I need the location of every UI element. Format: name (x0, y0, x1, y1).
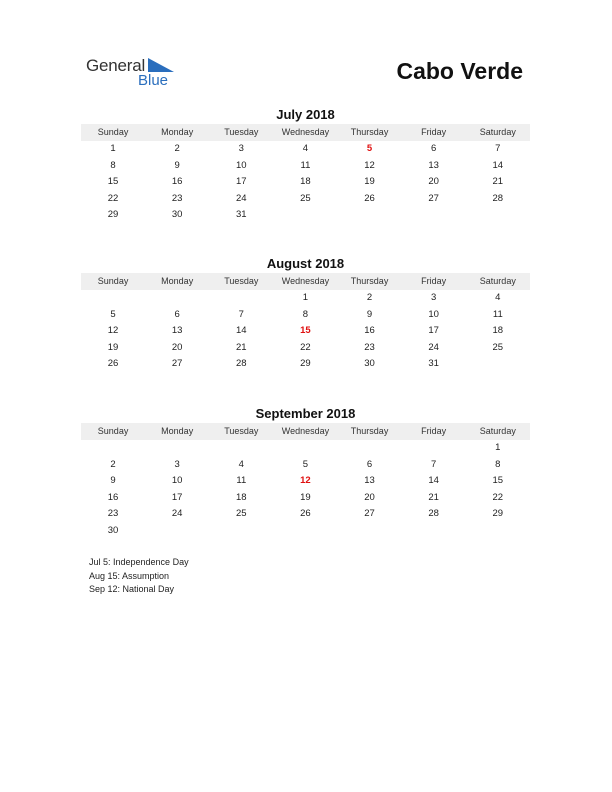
holiday-note: Aug 15: Assumption (89, 570, 170, 581)
day-cell: 27 (428, 192, 439, 204)
day-cell: 8 (495, 458, 501, 470)
day-cell: 2 (110, 458, 116, 470)
day-cell: 17 (236, 176, 247, 188)
day-cell: 24 (236, 192, 247, 204)
day-cell: 27 (364, 508, 375, 520)
empty-day-cell (145, 290, 209, 307)
day-cell: 11 (236, 475, 247, 487)
empty-day-cell (145, 440, 209, 457)
generalblue-logo (86, 56, 186, 92)
weekday-label: Saturday (479, 127, 516, 137)
month-grid (81, 290, 530, 373)
empty-day-cell (145, 523, 209, 540)
day-cell: 14 (236, 325, 247, 337)
month-title: July 2018 (276, 107, 335, 122)
weekday-label: Saturday (479, 276, 516, 286)
weekday-label: Saturday (479, 426, 516, 436)
week-row (81, 490, 530, 507)
day-cell: 8 (302, 308, 309, 320)
week-row (81, 457, 530, 474)
day-cell: 20 (364, 491, 375, 503)
day-cell: 28 (428, 508, 439, 520)
day-cell: 6 (174, 308, 180, 320)
month-grid (81, 440, 530, 540)
day-cell: 18 (492, 325, 504, 337)
holiday-note: Jul 5: Independence Day (89, 557, 189, 567)
day-cell: 7 (431, 458, 437, 470)
day-cell: 31 (428, 358, 439, 370)
weekday-label: Monday (161, 276, 194, 286)
week-row (81, 191, 530, 208)
empty-day-cell (273, 440, 337, 457)
day-cell: 26 (300, 508, 311, 520)
empty-day-cell (402, 523, 466, 540)
day-cell: 16 (171, 176, 183, 188)
day-cell: 11 (300, 159, 311, 171)
day-cell: 11 (492, 308, 503, 320)
week-row (81, 473, 530, 490)
day-cell: 4 (495, 292, 501, 303)
day-cell: 13 (428, 159, 439, 171)
weekday-label: Friday (421, 276, 447, 286)
empty-day-cell (209, 440, 273, 457)
day-cell: 1 (302, 292, 309, 303)
day-cell: 13 (364, 475, 375, 487)
week-row (81, 174, 530, 191)
day-cell: 7 (238, 308, 244, 320)
week-row (81, 207, 530, 224)
day-cell: 12 (107, 325, 119, 337)
day-cell: 28 (236, 358, 247, 370)
logo-text-general: General (86, 56, 146, 75)
day-cell: 3 (238, 143, 244, 154)
day-cell: 9 (174, 159, 180, 171)
week-row (81, 440, 530, 457)
day-cell: 1 (110, 143, 116, 154)
empty-day-cell (273, 523, 337, 540)
day-cell: 16 (107, 491, 119, 503)
day-cell: 29 (300, 358, 311, 370)
day-cell: 24 (428, 341, 439, 353)
week-row (81, 356, 530, 373)
weekday-label: Thursday (350, 276, 389, 286)
holiday-day-cell: 12 (300, 475, 311, 487)
empty-day-cell (402, 207, 466, 224)
logo-text-blue: Blue (138, 72, 169, 89)
day-cell: 21 (492, 176, 504, 188)
logo-triangle-icon (148, 58, 174, 72)
day-cell: 2 (366, 292, 373, 303)
weekday-header (81, 273, 530, 290)
empty-day-cell (81, 290, 145, 307)
weekday-label: Friday (421, 426, 447, 436)
day-cell: 20 (428, 176, 439, 188)
week-row (81, 290, 530, 307)
day-cell: 3 (174, 458, 180, 470)
holiday-day-cell: 5 (366, 143, 373, 154)
empty-day-cell (209, 523, 273, 540)
day-cell: 9 (366, 308, 373, 320)
day-cell: 18 (300, 176, 311, 188)
day-cell: 25 (236, 508, 247, 520)
weekday-label: Thursday (350, 426, 389, 436)
weekday-header (81, 124, 530, 141)
day-cell: 19 (107, 341, 119, 353)
empty-day-cell (402, 440, 466, 457)
day-cell: 24 (171, 508, 183, 520)
day-cell: 22 (492, 491, 504, 503)
weekday-label: Tuesday (224, 127, 259, 137)
day-cell: 16 (364, 325, 375, 337)
week-row (81, 323, 530, 340)
month-august (81, 255, 530, 373)
day-cell: 25 (492, 341, 504, 353)
weekday-label: Sunday (97, 127, 129, 137)
empty-day-cell (81, 440, 145, 457)
empty-day-cell (466, 356, 530, 373)
day-cell: 23 (107, 508, 119, 520)
day-cell: 10 (236, 159, 247, 171)
weekday-label: Sunday (97, 426, 129, 436)
day-cell: 19 (300, 491, 311, 503)
weekday-label: Tuesday (224, 426, 259, 436)
day-cell: 1 (495, 442, 501, 453)
month-september (81, 405, 530, 540)
month-title: August 2018 (266, 256, 345, 271)
day-cell: 12 (364, 159, 375, 171)
day-cell: 13 (171, 325, 183, 337)
day-cell: 26 (107, 358, 119, 370)
week-row (81, 307, 530, 324)
day-cell: 30 (364, 358, 375, 370)
weekday-label: Tuesday (224, 276, 259, 286)
day-cell: 8 (110, 159, 116, 171)
empty-day-cell (466, 207, 530, 224)
holiday-note: Sep 12: National Day (89, 584, 175, 594)
holiday-notes (89, 556, 189, 597)
day-cell: 10 (171, 475, 183, 487)
empty-day-cell (273, 207, 337, 224)
empty-day-cell (209, 290, 273, 307)
day-cell: 29 (107, 209, 119, 221)
day-cell: 20 (171, 341, 183, 353)
day-cell: 14 (492, 159, 504, 171)
week-row (81, 340, 530, 357)
day-cell: 22 (300, 341, 311, 353)
holiday-day-cell: 15 (300, 325, 311, 337)
week-row (81, 141, 530, 158)
empty-day-cell (338, 523, 402, 540)
day-cell: 3 (431, 292, 437, 303)
day-cell: 21 (236, 341, 247, 353)
day-cell: 14 (428, 475, 439, 487)
day-cell: 21 (428, 491, 439, 503)
weekday-label: Sunday (97, 276, 129, 286)
day-cell: 23 (364, 341, 375, 353)
day-cell: 22 (107, 192, 119, 204)
weekday-label: Wednesday (281, 276, 330, 286)
day-cell: 25 (300, 192, 311, 204)
weekday-label: Wednesday (281, 426, 330, 436)
empty-day-cell (338, 440, 402, 457)
week-row (81, 523, 530, 540)
day-cell: 29 (492, 508, 504, 520)
day-cell: 27 (171, 358, 183, 370)
day-cell: 7 (495, 143, 501, 154)
day-cell: 6 (431, 143, 437, 154)
day-cell: 19 (364, 176, 375, 188)
month-title: September 2018 (255, 406, 356, 421)
day-cell: 2 (174, 143, 180, 154)
day-cell: 9 (110, 475, 116, 487)
day-cell: 5 (110, 308, 116, 320)
weekday-label: Monday (161, 426, 194, 436)
week-row (81, 506, 530, 523)
day-cell: 10 (428, 308, 439, 320)
weekday-label: Thursday (350, 127, 389, 137)
week-row (81, 158, 530, 175)
day-cell: 30 (107, 524, 119, 536)
day-cell: 6 (366, 458, 373, 470)
day-cell: 31 (236, 209, 247, 221)
month-july (81, 106, 530, 224)
day-cell: 23 (171, 192, 183, 204)
empty-day-cell (466, 523, 530, 540)
weekday-label: Friday (421, 127, 447, 137)
day-cell: 28 (492, 192, 504, 204)
weekday-label: Monday (161, 127, 194, 137)
weekday-header (81, 423, 530, 440)
day-cell: 17 (171, 491, 183, 503)
day-cell: 5 (302, 458, 309, 470)
day-cell: 26 (364, 192, 375, 204)
day-cell: 15 (492, 475, 504, 487)
day-cell: 15 (107, 176, 119, 188)
country-title: Cabo Verde (396, 58, 523, 84)
day-cell: 4 (238, 458, 244, 470)
weekday-label: Wednesday (281, 127, 330, 137)
empty-day-cell (338, 207, 402, 224)
day-cell: 4 (302, 143, 309, 154)
day-cell: 30 (171, 209, 183, 221)
month-grid (81, 141, 530, 224)
day-cell: 18 (236, 491, 247, 503)
day-cell: 17 (428, 325, 439, 337)
